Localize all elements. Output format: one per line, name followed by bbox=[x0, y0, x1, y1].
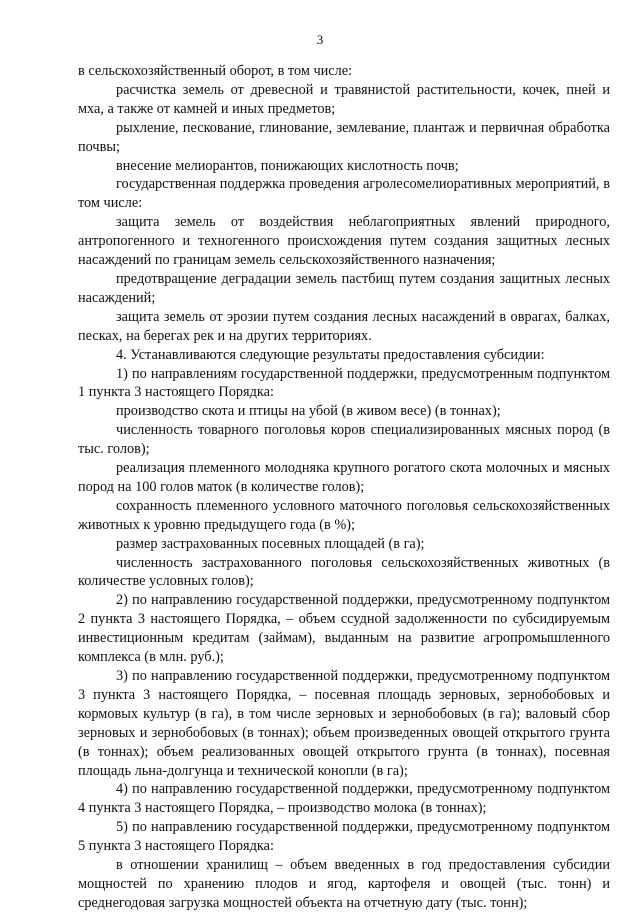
page-number: 3 bbox=[316, 32, 324, 47]
paragraph: производство скота и птицы на убой (в живом весе) (в тоннах); bbox=[116, 403, 501, 420]
paragraph: 3) по направлению государственной поддержки, предусмотренному подпунктом 3 пункта 3 настоящего Порядка, – посевная площадь зерновых, зернобобовых и кормовых культур (в га), в том числе зерновых и зернобобовых (в га); валовый сбор зерновых и зернобобовых (в тоннах); объем произведенных овощей открытого грунта (в тоннах); объем реализованных овощей открытого грунта (в тоннах), посевная площадь льна-долгунца и технической конопли (в га); bbox=[78, 668, 610, 779]
paragraph: государственная поддержка проведения агролесомелиоративных мероприятий, в том числе: bbox=[78, 176, 610, 212]
paragraph: численность застрахованного поголовья сельскохозяйственных животных (в количестве условных голов); bbox=[78, 554, 610, 590]
paragraph: сохранность племенного условного маточного поголовья сельскохозяйственных животных к уровню предыдущего года (в %); bbox=[78, 497, 610, 533]
paragraph: в сельскохозяйственный оборот, в том числе: bbox=[78, 63, 353, 79]
paragraph: внесение мелиорантов, понижающих кислотность почв; bbox=[116, 157, 459, 174]
paragraph: 2) по направлению государственной поддержки, предусмотренному подпунктом 2 пункта 3 настоящего Порядка, – объем ссудной задолженности по субсидируемым инвестиционным кредитам (займам), выданным на развитие агропромышленного комплекса (в млн. руб.); bbox=[78, 592, 610, 666]
paragraph: расчистка земель от древесной и травянистой растительности, кочек, пней и мха, а также от камней и иных предметов; bbox=[78, 81, 610, 117]
document-body bbox=[78, 62, 610, 913]
paragraph: в отношении хранилищ – объем введенных в год предоставления субсидии мощностей по хранению плодов и ягод, картофеля и овощей (тыс. тонн) и среднегодовая загрузка мощностей объекта на отчетную дату (тыс. тонн); bbox=[78, 857, 610, 911]
paragraph: защита земель от воздействия неблагоприятных явлений природного, антропогенного и техногенного происхождения путем создания защитных лесных насаждений по границам земель сельскохозяйственного назначения; bbox=[78, 214, 610, 269]
paragraph: 4. Устанавливаются следующие результаты предоставления субсидии: bbox=[116, 346, 545, 363]
paragraph: размер застрахованных посевных площадей (в га); bbox=[116, 535, 425, 552]
paragraph: 4) по направлению государственной поддержки, предусмотренному подпунктом 4 пункта 3 настоящего Порядка, – производство молока (в тоннах); bbox=[78, 781, 610, 817]
paragraph: 1) по направлениям государственной поддержки, предусмотренным подпунктом 1 пункта 3 настоящего Порядка: bbox=[78, 365, 610, 401]
paragraph: рыхление, пескование, глинование, землевание, плантаж и первичная обработка почвы; bbox=[78, 119, 610, 155]
paragraph: 5) по направлению государственной поддержки, предусмотренному подпунктом 5 пункта 3 настоящего Порядка: bbox=[78, 819, 610, 855]
paragraph: реализация племенного молодняка крупного рогатого скота молочных и мясных пород на 100 голов маток (в количестве голов); bbox=[78, 460, 610, 495]
paragraph: численность товарного поголовья коров специализированных мясных пород (в тыс. голов); bbox=[78, 422, 610, 458]
paragraph: защита земель от эрозии путем создания лесных насаждений в оврагах, балках, песках, на берегах рек и на других территориях. bbox=[78, 308, 610, 344]
paragraph: предотвращение деградации земель пастбищ путем создания защитных лесных насаждений; bbox=[78, 270, 610, 306]
